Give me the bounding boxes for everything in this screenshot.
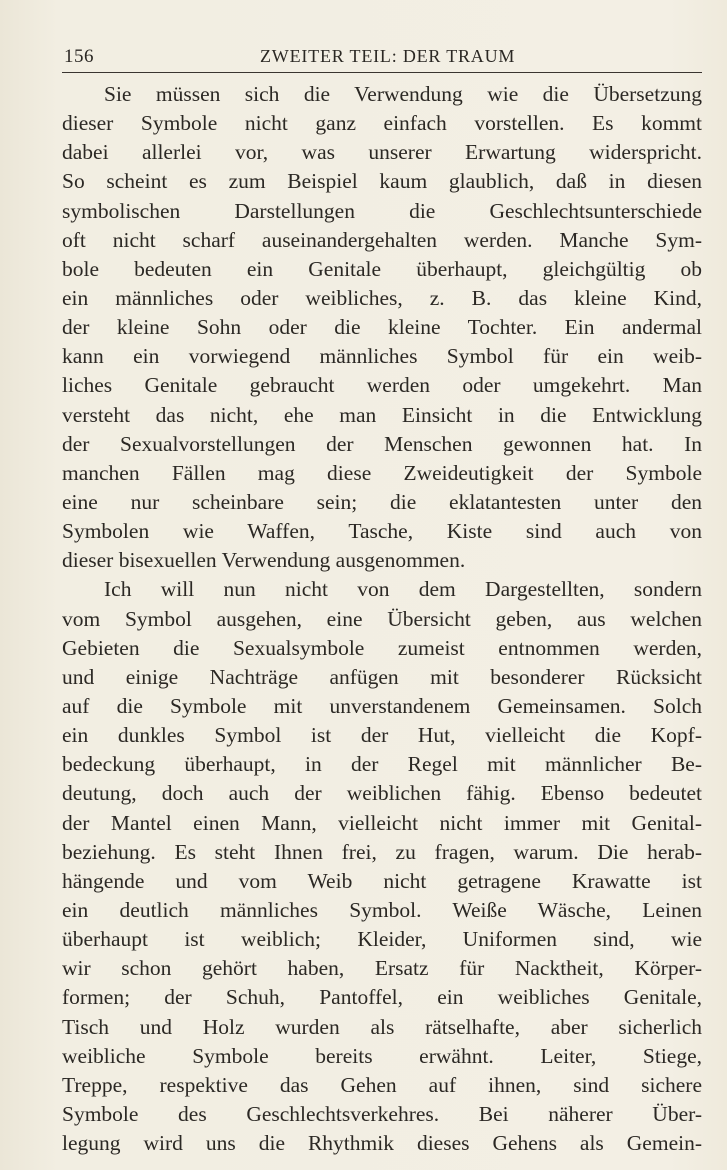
text-line: hängende und vom Weib nicht getragene Krawatte ist [62,868,702,893]
text-line: und einige Nachträge anfügen mit besonderer Rücksicht [62,664,702,689]
text-line: dieser bisexuellen Verwendung ausgenommen. [62,548,466,573]
text-line: Tisch und Holz wurden als rätselhafte, aber sicherlich [62,1014,702,1039]
text-line: So scheint es zum Beispiel kaum glaublich, daß in diesen [62,169,702,194]
text-line: Treppe, respektive das Gehen auf ihnen, sind sichere [62,1072,702,1097]
text-line: der Sexualvorstellungen der Menschen gewonnen hat. In [62,431,702,456]
text-line: ein dunkles Symbol ist der Hut, vielleicht die Kopf- [62,723,702,748]
text-line: symbolischen Darstellungen die Geschlechtsunterschiede [62,198,702,223]
body-text [62,80,702,1158]
text-line: der Mantel einen Mann, vielleicht nicht immer mit Genital- [62,810,702,835]
text-line: der kleine Sohn oder die kleine Tochter. Ein andermal [62,315,702,340]
text-line: weibliche Symbole bereits erwähnt. Leiter, Stiege, [62,1043,702,1068]
text-line: kann ein vorwiegend männliches Symbol für ein weib- [62,344,702,369]
text-line: eine nur scheinbare sein; die eklatantesten unter den [62,489,702,514]
text-line: Symbole des Geschlechtsverkehres. Bei näherer Über- [62,1101,702,1126]
text-line: bole bedeuten ein Genitale überhaupt, gleichgültig ob [62,256,702,281]
page-number: 156 [64,46,94,67]
text-line: ein männliches oder weibliches, z. B. das kleine Kind, [62,285,702,310]
text-line: deutung, doch auch der weiblichen fähig. Ebenso bedeutet [62,781,702,806]
text-line: vom Symbol ausgehen, eine Übersicht geben, aus welchen [62,606,702,631]
text-line: Sie müssen sich die Verwendung wie die Übersetzung [104,82,702,106]
running-head: ZWEITER TEIL: DER TRAUM [260,46,516,66]
text-line: bedeckung überhaupt, in der Regel mit männlicher Be- [62,752,702,777]
text-line: auf die Symbole mit unverstandenem Gemeinsamen. Solch [62,693,702,718]
text-line: liches Genitale gebraucht werden oder umgekehrt. Man [62,373,702,398]
header-rule [62,72,702,73]
text-line: ein deutlich männliches Symbol. Weiße Wäsche, Leinen [62,897,702,922]
text-line: dieser Symbole nicht ganz einfach vorstellen. Es kommt [62,111,702,136]
text-line: Symbolen wie Waffen, Tasche, Kiste sind auch von [62,519,702,544]
text-line: legung wird uns die Rhythmik dieses Gehens als Gemein- [62,1131,702,1156]
text-line: dabei allerlei vor, was unserer Erwartung widerspricht. [62,140,702,165]
text-line: oft nicht scharf auseinandergehalten werden. Manche Sym- [62,227,702,252]
text-line: beziehung. Es steht Ihnen frei, zu fragen, warum. Die herab- [62,839,702,864]
text-line: versteht das nicht, ehe man Einsicht in die Entwicklung [62,402,702,427]
text-line: manchen Fällen mag diese Zweideutigkeit der Symbole [62,460,702,485]
text-line: formen; der Schuh, Pantoffel, ein weibliches Genitale, [62,985,702,1010]
text-line: Ich will nun nicht von dem Dargestellten, sondern [104,577,702,602]
text-line: überhaupt ist weiblich; Kleider, Uniformen sind, wie [62,927,702,952]
page-header [64,44,704,72]
text-line: Gebieten die Sexualsymbole zumeist entnommen werden, [62,635,702,660]
text-line: wir schon gehört haben, Ersatz für Nacktheit, Körper- [62,956,702,981]
